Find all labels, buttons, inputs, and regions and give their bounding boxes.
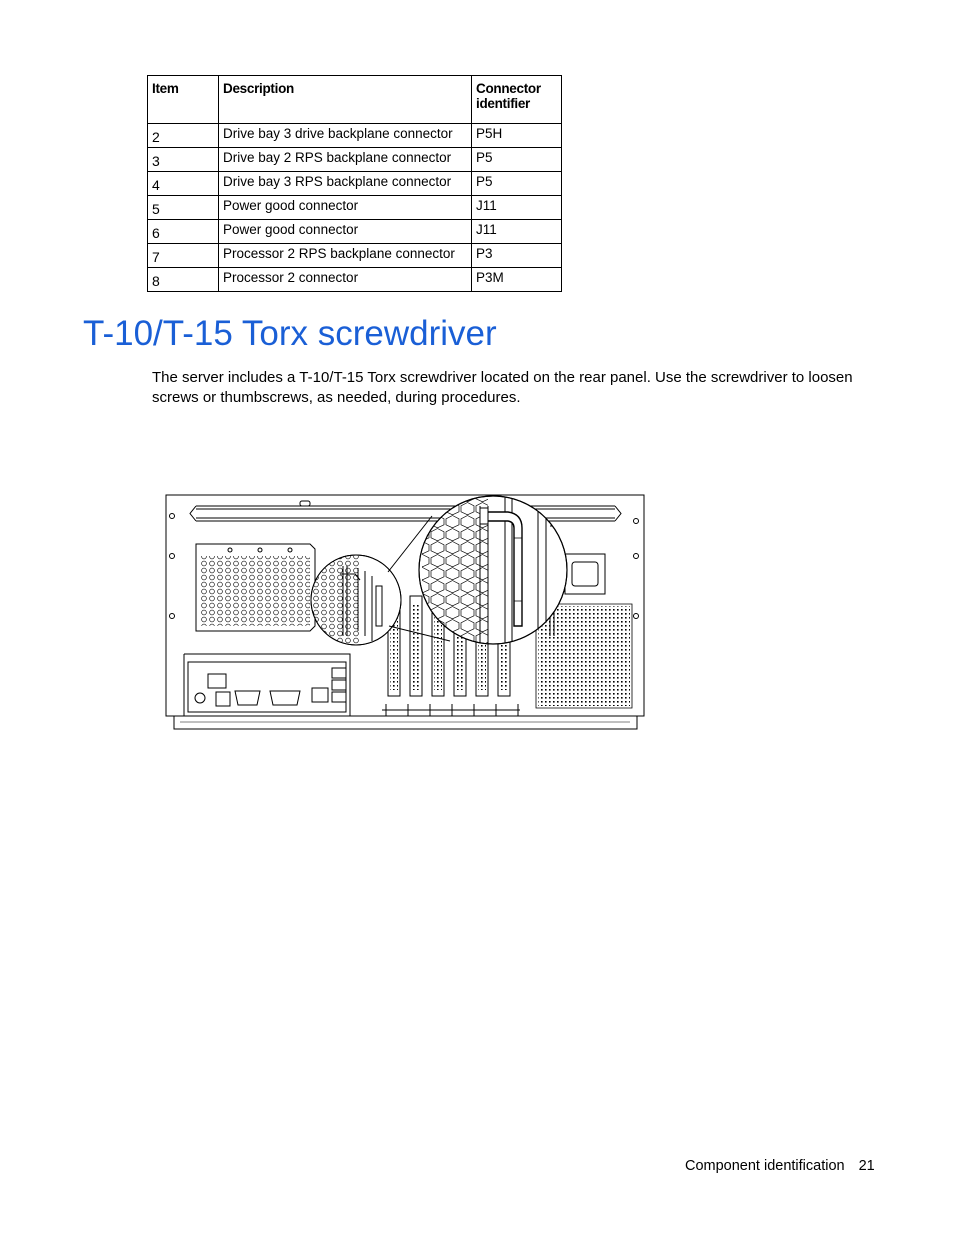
header-connector: Connector identifier: [472, 76, 562, 124]
cell-description: Processor 2 RPS backplane connector: [219, 244, 472, 268]
section-title: T-10/T-15 Torx screwdriver: [83, 314, 497, 353]
table-row: [148, 196, 562, 220]
cell-item: 4: [148, 172, 219, 196]
header-item: Item: [148, 76, 219, 124]
cell-connector: P3M: [472, 268, 562, 292]
cell-item: 5: [148, 196, 219, 220]
cell-connector: P5H: [472, 124, 562, 148]
cell-item: 6: [148, 220, 219, 244]
footer-page-number: 21: [858, 1158, 875, 1174]
cell-item: 2: [148, 124, 219, 148]
cell-item: 8: [148, 268, 219, 292]
cell-description: Drive bay 2 RPS backplane connector: [219, 148, 472, 172]
table-row: [148, 148, 562, 172]
table-header-row: [148, 76, 562, 124]
page-footer: [685, 1158, 875, 1174]
cell-connector: P5: [472, 148, 562, 172]
cell-description: Power good connector: [219, 220, 472, 244]
table-row: [148, 220, 562, 244]
cell-item: 7: [148, 244, 219, 268]
table-row: [148, 268, 562, 292]
cell-description: Processor 2 connector: [219, 268, 472, 292]
cell-description: Power good connector: [219, 196, 472, 220]
header-description: Description: [219, 76, 472, 124]
cell-item: 3: [148, 148, 219, 172]
server-rear-panel-illustration: [160, 476, 650, 734]
cell-connector: P3: [472, 244, 562, 268]
section-paragraph: The server includes a T-10/T-15 Torx screwdriver located on the rear panel. Use the screwdriver to loosen screws or thumbscrews, as needed, during procedures.: [152, 369, 853, 406]
cell-connector: P5: [472, 172, 562, 196]
table-row: [148, 244, 562, 268]
cell-connector: J11: [472, 196, 562, 220]
table-row: [148, 172, 562, 196]
cell-description: Drive bay 3 RPS backplane connector: [219, 172, 472, 196]
connector-table: [147, 75, 562, 292]
cell-connector: J11: [472, 220, 562, 244]
table-row: [148, 124, 562, 148]
footer-chapter: Component identification: [685, 1158, 845, 1174]
cell-description: Drive bay 3 drive backplane connector: [219, 124, 472, 148]
